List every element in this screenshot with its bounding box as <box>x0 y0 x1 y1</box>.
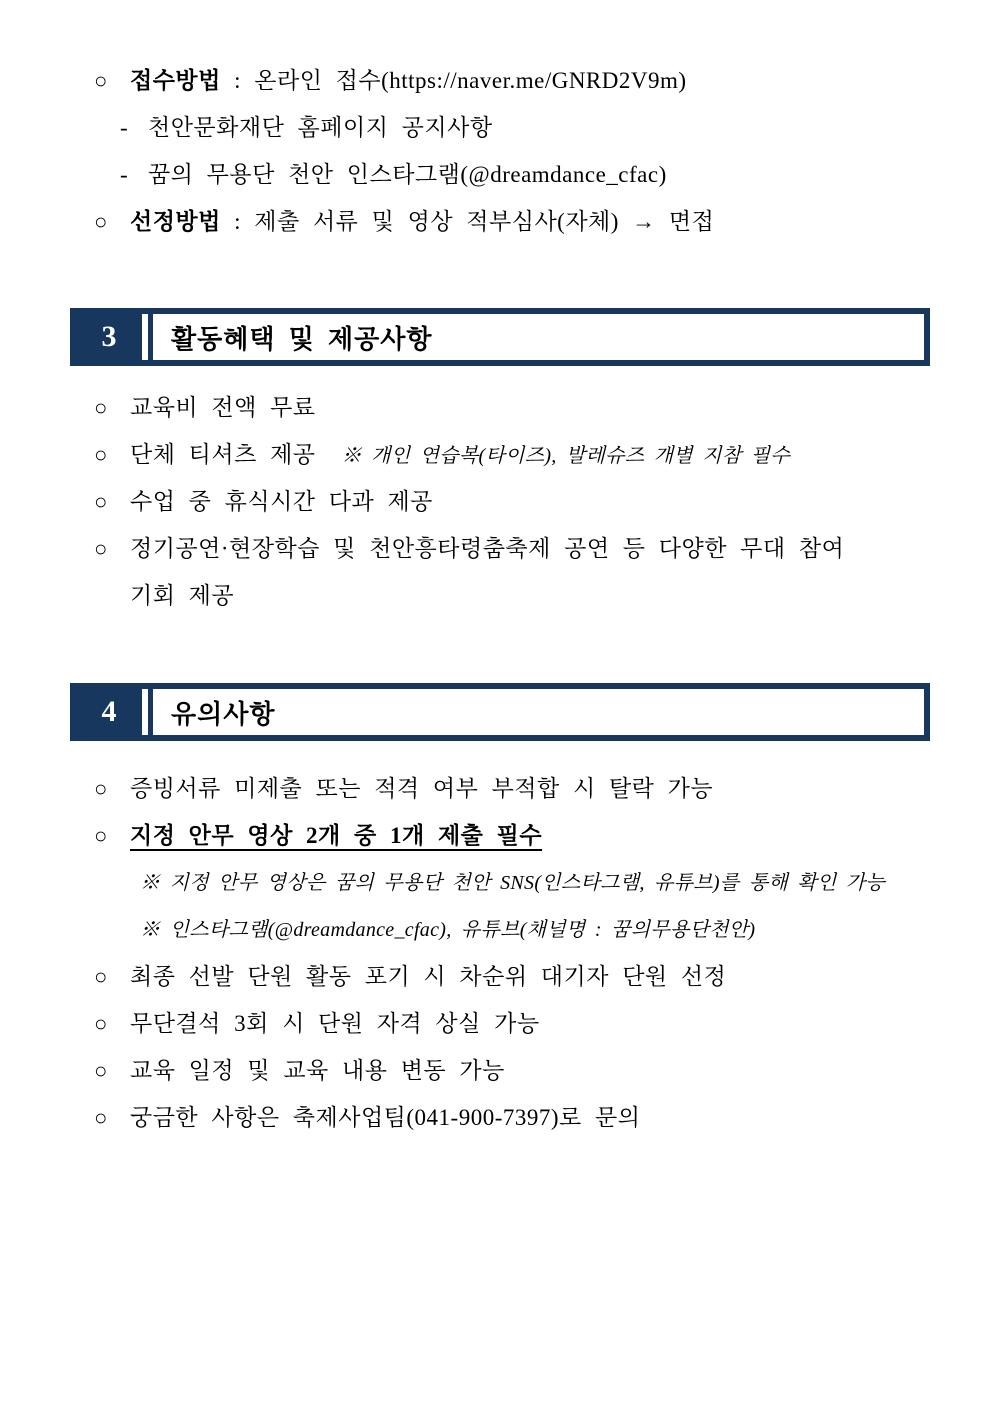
section-title: 유의사항 <box>148 689 924 735</box>
section-header-benefits <box>70 308 930 366</box>
item-label: 접수방법 <box>130 68 221 93</box>
bullet-item-absence <box>70 1009 930 1039</box>
sub-item-homepage <box>70 113 930 143</box>
item-note: ※ 인스타그램(@dreamdance_cfac), 유튜브(채널명 : 꿈의무용단천안) <box>140 919 756 941</box>
item-note: ※ 지정 안무 영상은 꿈의 무용단 천안 SNS(인스타그램, 유튜브)를 통해 확인 가능 <box>140 872 886 894</box>
circle-bullet-icon: ○ <box>94 1011 108 1036</box>
item-rest: : 제출 서류 및 영상 적부심사(자체) → 면접 <box>220 209 715 234</box>
circle-bullet-icon: ○ <box>94 209 108 234</box>
item-text: 최종 선발 단원 활동 포기 시 차순위 대기자 단원 선정 <box>130 964 727 989</box>
circle-bullet-icon: ○ <box>94 442 108 467</box>
item-text: 무단결석 3회 시 단원 자격 상실 가능 <box>130 1011 540 1036</box>
circle-bullet-icon: ○ <box>94 1058 108 1083</box>
bullet-item-tshirt <box>70 440 930 470</box>
bullet-item-schedule-change <box>70 1056 930 1086</box>
note-item-channels <box>70 915 930 945</box>
section-number: 4 <box>76 689 142 735</box>
circle-bullet-icon: ○ <box>94 776 108 801</box>
circle-bullet-icon: ○ <box>94 1105 108 1130</box>
item-text <box>130 207 714 237</box>
bullet-item-contact <box>70 1103 930 1133</box>
bullet-item-performances <box>70 534 930 564</box>
bullet-item-performances-continuation <box>70 581 930 611</box>
bullet-item-free-tuition <box>70 393 930 423</box>
item-text: 정기공연·현장학습 및 천안흥타령춤축제 공연 등 다양한 무대 참여 <box>130 536 845 561</box>
bullet-item-application-method <box>70 66 930 96</box>
item-text: 기회 제공 <box>130 583 235 608</box>
circle-bullet-icon: ○ <box>94 964 108 989</box>
item-text: 꿈의 무용단 천안 인스타그램(@dreamdance_cfac) <box>148 162 667 187</box>
item-text: 증빙서류 미제출 또는 적격 여부 부적합 시 탈락 가능 <box>130 776 714 801</box>
item-rest: : 온라인 접수(https://naver.me/GNRD2V9m) <box>220 68 687 93</box>
bullet-item-waitlist <box>70 962 930 992</box>
bullet-item-video-required <box>70 821 930 851</box>
note-item-video-sns <box>70 868 930 898</box>
item-label: 선정방법 <box>130 209 221 234</box>
bullet-item-disqualification <box>70 774 930 804</box>
item-text: 천안문화재단 홈페이지 공지사항 <box>148 115 493 140</box>
item-text: 궁금한 사항은 축제사업팀(041-900-7397)로 문의 <box>130 1105 641 1130</box>
item-text: 수업 중 휴식시간 다과 제공 <box>130 489 433 514</box>
circle-bullet-icon: ○ <box>94 536 108 561</box>
section-title: 활동혜택 및 제공사항 <box>148 314 924 360</box>
item-text: 교육비 전액 무료 <box>130 395 316 420</box>
circle-bullet-icon: ○ <box>94 68 108 93</box>
item-note: ※ 개인 연습복(타이즈), 발레슈즈 개별 지참 필수 <box>341 445 791 467</box>
dash-bullet-icon: - <box>120 162 129 187</box>
section-header-notes <box>70 683 930 741</box>
item-text: 단체 티셔츠 제공 <box>130 442 316 467</box>
circle-bullet-icon: ○ <box>94 489 108 514</box>
bullet-item-snacks <box>70 487 930 517</box>
bullet-item-selection-method <box>70 207 930 237</box>
circle-bullet-icon: ○ <box>94 395 108 420</box>
item-text <box>130 66 687 96</box>
circle-bullet-icon: ○ <box>94 823 108 848</box>
dash-bullet-icon: - <box>120 115 129 140</box>
item-text: 교육 일정 및 교육 내용 변동 가능 <box>130 1058 505 1083</box>
sub-item-instagram <box>70 160 930 190</box>
section-number: 3 <box>76 314 142 360</box>
item-text-emphasized: 지정 안무 영상 2개 중 1개 제출 필수 <box>130 823 543 848</box>
